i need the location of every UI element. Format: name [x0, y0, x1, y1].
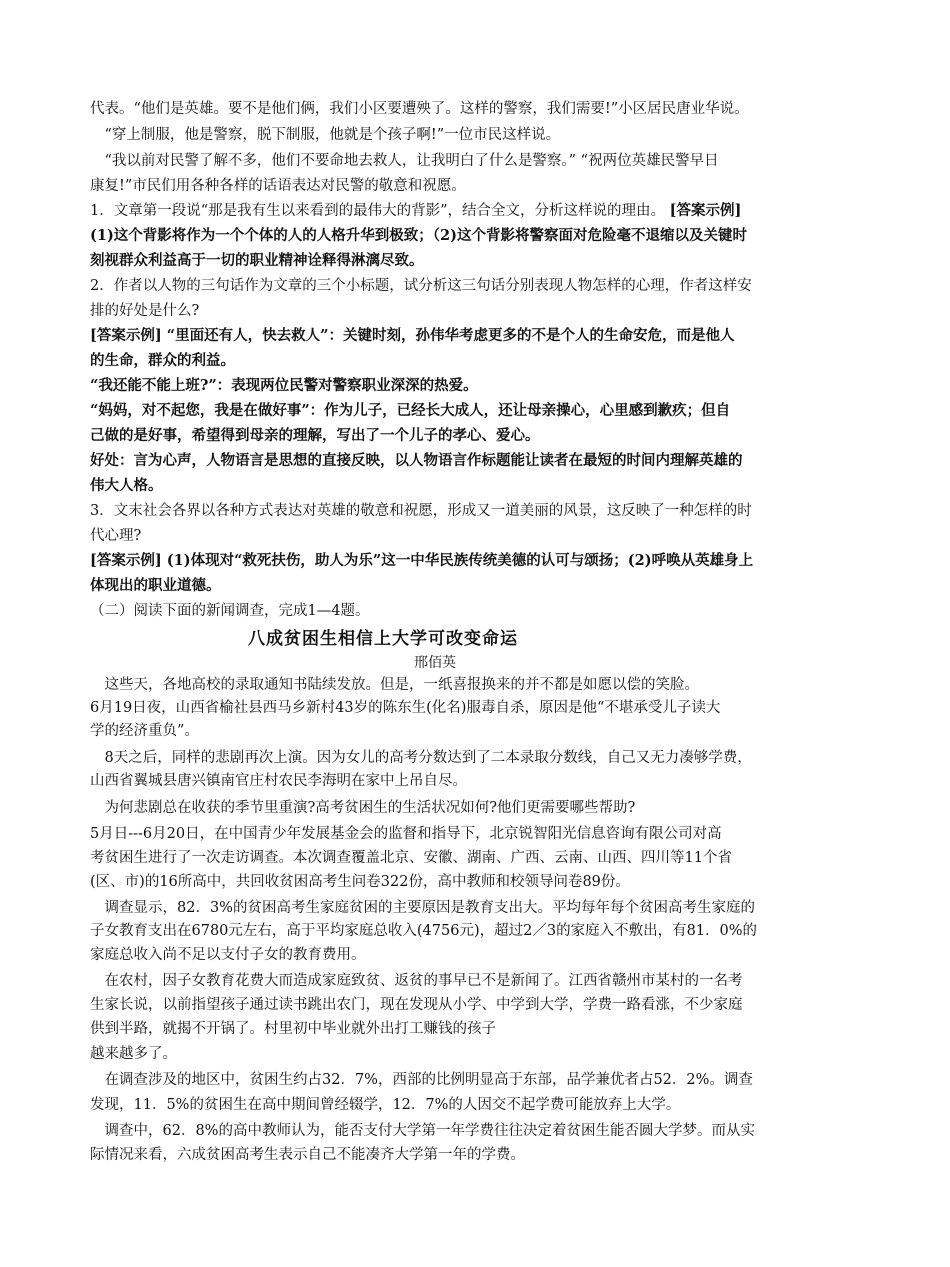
article-paragraph-line: “我以前对民警了解不多，他们不要命地去救人，让我明白了什么是警察。” “祝两位英雄民警早日	[90, 153, 719, 169]
answer-tag: [答案示例]	[669, 202, 742, 219]
answer-2-line: 的生命，群众的利益。	[90, 352, 235, 369]
question-3-line: 代心理?	[90, 528, 142, 544]
article-paragraph-line: 6月19日夜，山西省榆社县西马乡新村43岁的陈东生(化名)服毒自杀，原因是他“不堪承受儿子读大	[90, 700, 721, 716]
answer-1-line: (1)这个背影将作为一个个体的人的人格升华到极致；（2)这个背影将警察面对危险毫不退缩以及关键时	[90, 227, 748, 244]
article-paragraph-line: 考贫困生进行了一次走访调查。本次调查覆盖北京、安徽、湖南、广西、云南、山西、四川等11个省	[90, 850, 732, 866]
article-paragraph-line: 8天之后，同样的悲剧再次上演。因为女儿的高考分数达到了二本录取分数线，自己又无力凑够学费，	[90, 750, 752, 766]
article-paragraph-line: 为何悲剧总在收获的季节里重演?高考贫困生的生活状况如何?他们更需要哪些帮助?	[90, 800, 636, 816]
article-paragraph-line: 学的经济重负”。	[90, 723, 199, 739]
article-paragraph-line: 家庭总收入尚不足以支付子女的教育费用。	[90, 947, 366, 963]
answer-3-line: [答案示例] (1)体现对“救死扶伤，助人为乐”这一中华民族传统美德的认可与颂扬；(2)呼唤从英雄身上	[90, 552, 754, 569]
question-2-line: 排的好处是什么?	[90, 303, 200, 319]
article-paragraph-line: 调查显示，82．3%的贫困高考生家庭贫困的主要原因是教育支出大。平均每年每个贫困高考生家庭的	[90, 900, 755, 916]
answer-2-line: [答案示例] “里面还有人，快去救人”：关键时刻，孙伟华考虑更多的不是个人的生命安危，而是他人	[90, 327, 735, 344]
article-title: 八成贫困生相信上大学可改变命运	[248, 629, 518, 649]
question-2-line: 2．作者以人物的三句话作为文章的三个小标题，试分析这三句话分别表现人物怎样的心理，作者这样安	[90, 278, 752, 294]
article-author: 邢佰英	[414, 655, 456, 671]
question-3-line: 3．文末社会各界以各种方式表达对英雄的敬意和祝愿，形成又一道美丽的风景，这反映了一种怎样的时	[90, 503, 752, 519]
answer-2-line: “妈妈，对不起您，我是在做好事”：作为儿子，已经长大成人，还让母亲操心，心里感到歉疚；但自	[90, 402, 731, 419]
article-paragraph-line: 发现，11．5%的贫困生在高中期间曾经辍学，12．7%的人因交不起学费可能放弃上大学。	[90, 1097, 681, 1113]
article-paragraph-line: 子女教育支出在6780元左右，高于平均家庭总收入(4756元)，超过2／3的家庭入不敷出，有81．0%的	[90, 923, 758, 939]
article-paragraph-line: 际情况来看，六成贫困高考生表示自己不能凑齐大学第一年的学费。	[90, 1147, 525, 1163]
article-paragraph-line: 生家长说，以前指望孩子通过读书跳出农门，现在发现从小学、中学到大学，学费一路看涨，不少家庭	[90, 997, 743, 1013]
answer-1-line: 刻视群众利益高于一切的职业精神诠释得淋漓尽致。	[90, 252, 424, 269]
answer-2-line: 己做的是好事，希望得到母亲的理解，写出了一个儿子的孝心、爱心。	[90, 427, 540, 444]
answer-2-line: “我还能不能上班?”：表现两位民警对警察职业深深的热爱。	[90, 377, 478, 394]
article-paragraph-line: 这些天，各地高校的录取通知书陆续发放。但是，一纸喜报换来的并不都是如愿以偿的笑脸。	[90, 677, 699, 693]
article-paragraph-line: (区、市)的16所高中，共回收贫困高考生问卷322份，高中教师和校领导问卷89份。	[90, 874, 630, 890]
answer-2-line: 伟大人格。	[90, 477, 163, 494]
question-1	[90, 200, 870, 222]
article-paragraph-line: 5月日---6月20日，在中国青少年发展基金会的监督和指导下，北京锐智阳光信息咨询有限公司对高	[90, 826, 722, 842]
article-paragraph-line: 调查中，62．8%的高中教师认为，能否支付大学第一年学费往往决定着贫困生能否圆大学梦。而从实	[90, 1123, 755, 1139]
article-paragraph-line: 供到半路，就揭不开锅了。村里初中毕业就外出打工赚钱的孩子	[90, 1021, 496, 1037]
section-intro: （二）阅读下面的新闻调查，完成1—4题。	[90, 603, 370, 619]
article-paragraph-line: 山西省翼城县唐兴镇南官庄村农民李海明在家中上吊自尽。	[90, 773, 467, 789]
answer-3-line: 体现出的职业道德。	[90, 577, 221, 594]
article-paragraph-line: 在调查涉及的地区中，贫困生约占32．7%，西部的比例明显高于东部，品学兼优者占52．2%。调查	[90, 1072, 753, 1088]
article-paragraph-line: 代表。“他们是英雄。要不是他们俩，我们小区要遭殃了。这样的警察，我们需要!”小区居民唐业华说。	[90, 101, 749, 117]
answer-2-line: 好处：言为心声，人物语言是思想的直接反映，以人物语言作标题能让读者在最短的时间内理解英雄的	[90, 452, 743, 469]
article-paragraph-line: 在农村，因子女教育花费大而造成家庭致贫、返贫的事早已不是新闻了。江西省赣州市某村的一名考	[90, 973, 743, 989]
question-1-text: 1．文章第一段说“那是我有生以来看到的最伟大的背影”，结合全文，分析这样说的理由。	[90, 203, 666, 219]
article-paragraph-line: 康复!”市民们用各种各样的话语表达对民警的敬意和祝愿。	[90, 178, 466, 194]
article-paragraph-line: “穿上制服，他是警察，脱下制服，他就是个孩子啊!”一位市民这样说。	[90, 127, 561, 143]
article-paragraph-line: 越来越多了。	[90, 1046, 177, 1062]
